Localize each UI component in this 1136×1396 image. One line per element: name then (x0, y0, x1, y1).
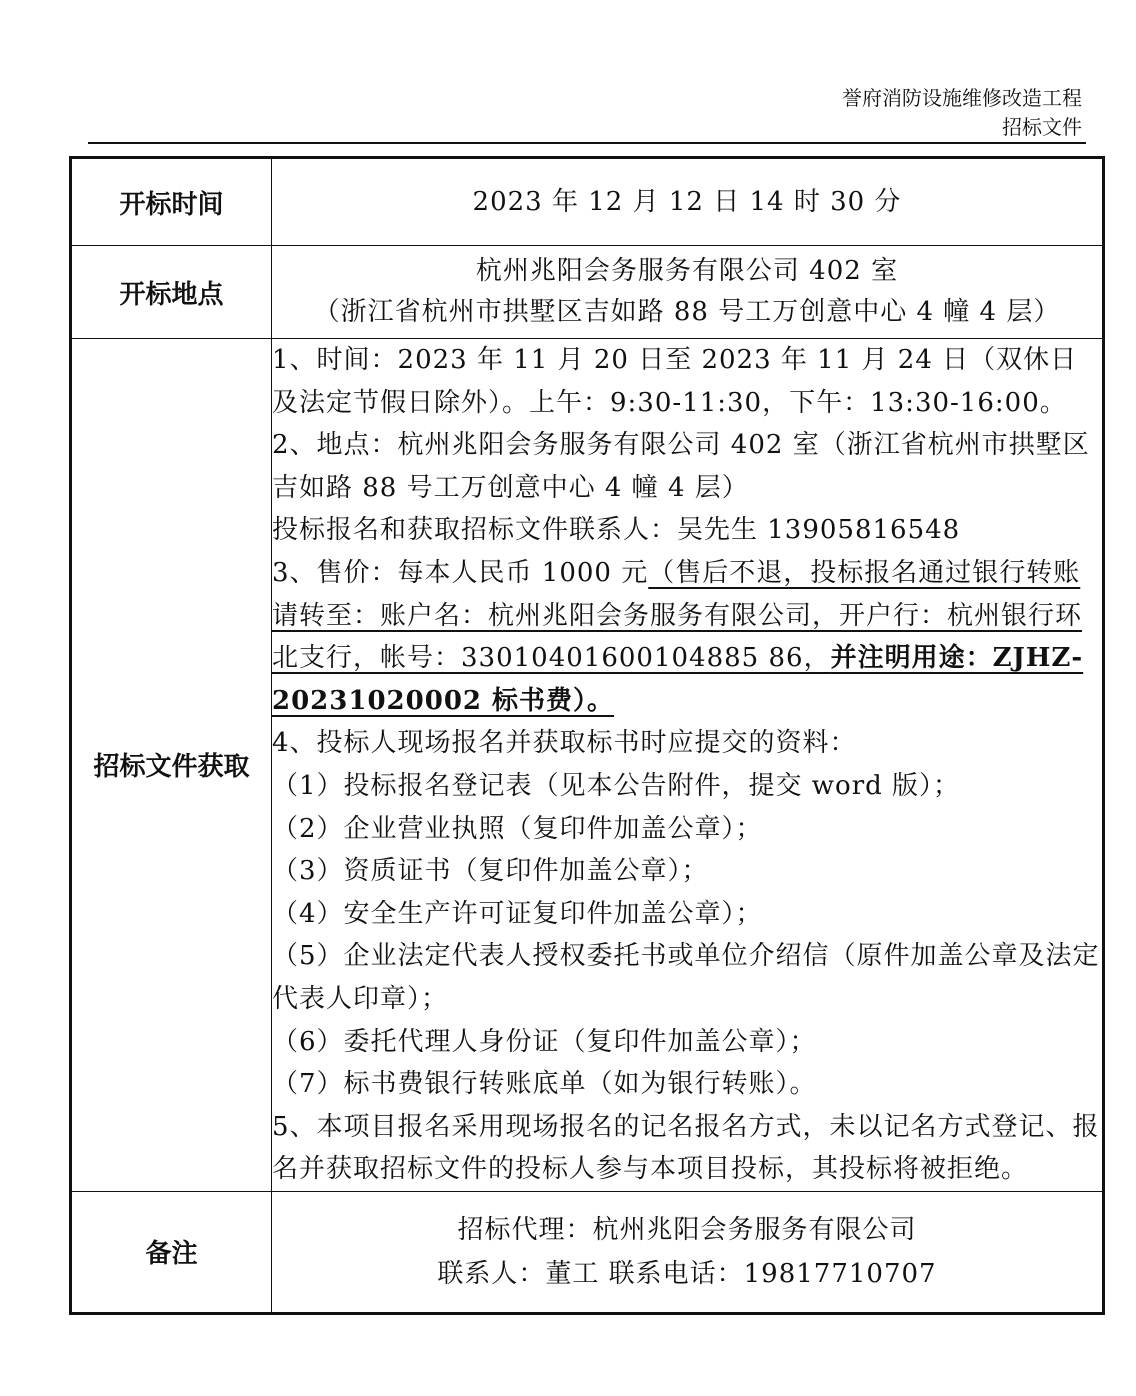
remarks-contact: 联系人：董工 联系电话：19817710707 (437, 1258, 937, 1289)
obtain-place: 2、地点：杭州兆阳会务服务有限公司 402 室（浙江省杭州市拱墅区吉如路 88 号工万创意中心 4 幢 4 层） (272, 430, 1090, 503)
table-row-remarks (71, 1191, 1104, 1313)
materials-list-item: （2）企业营业执照（复印件加盖公章）； (272, 813, 763, 844)
bid-info-table (69, 156, 1105, 1315)
document-obtain-label: 招标文件获取 (71, 339, 272, 1192)
materials-list-item: （1）投标报名登记表（见本公告附件，提交 word 版）； (272, 770, 961, 801)
remarks-label: 备注 (71, 1191, 272, 1313)
header-doc-type: 招标文件 (1002, 115, 1082, 139)
opening-time-value: 2023 年 12 月 12 日 14 时 30 分 (272, 158, 1104, 246)
price-purpose-note: 并注明用途：ZJHZ-20231020002 标书费）。 (272, 643, 1084, 716)
opening-place-address: （浙江省杭州市拱墅区吉如路 88 号工万创意中心 4 幢 4 层） (313, 297, 1061, 327)
document-obtain-value (272, 339, 1104, 1192)
header-project-title: 誉府消防设施维修改造工程 (842, 86, 1082, 110)
table-row-opening-place (71, 246, 1104, 339)
table-row-opening-time (71, 158, 1104, 246)
obtain-time: 1、时间：2023 年 11 月 20 日至 2023 年 11 月 24 日（双休日及法定节假日除外）。上午：9:30-11:30，下午：13:30-16:00。 (272, 345, 1078, 418)
obtain-contact: 投标报名和获取招标文件联系人：吴先生 13905816548 (272, 515, 961, 546)
remarks-agent: 招标代理：杭州兆阳会务服务有限公司 (457, 1214, 917, 1245)
price-bank-details: （售后不退，投标报名通过银行转账请转至：账户名：杭州兆阳会务服务有限公司，开户行：杭州银行环北支行，帐号：33010401600104885 86， (272, 557, 1083, 674)
materials-list-item: （3）资质证书（复印件加盖公章）； (272, 856, 709, 887)
document-header (842, 84, 1082, 142)
obtain-registration-rule: 5、本项目报名采用现场报名的记名报名方式，未以记名方式登记、报名并获取招标文件的投标人参与本项目投标，其投标将被拒绝。 (272, 1111, 1100, 1185)
table-row-document-obtain (71, 339, 1104, 1192)
materials-list-item: （5）企业法定代表人授权委托书或单位介绍信（原件加盖公章及法定代表人印章）； (272, 941, 1100, 1014)
opening-time-label: 开标时间 (71, 158, 272, 246)
materials-list-item: （6）委托代理人身份证（复印件加盖公章）； (272, 1026, 817, 1057)
obtain-price (272, 552, 1102, 722)
materials-list-item: （4）安全生产许可证复印件加盖公章）； (272, 898, 763, 929)
opening-place-company: 杭州兆阳会务服务有限公司 402 室 (475, 256, 899, 286)
price-text: 3、售价：每本人民币 1000 元 (272, 557, 649, 588)
obtain-materials-heading: 4、投标人现场报名并获取标书时应提交的资料： (272, 728, 857, 759)
remarks-value (272, 1191, 1104, 1313)
opening-place-value (272, 246, 1104, 339)
header-divider (88, 142, 1086, 144)
opening-place-label: 开标地点 (71, 246, 272, 339)
materials-list-item: （7）标书费银行转账底单（如为银行转账）。 (272, 1069, 817, 1100)
